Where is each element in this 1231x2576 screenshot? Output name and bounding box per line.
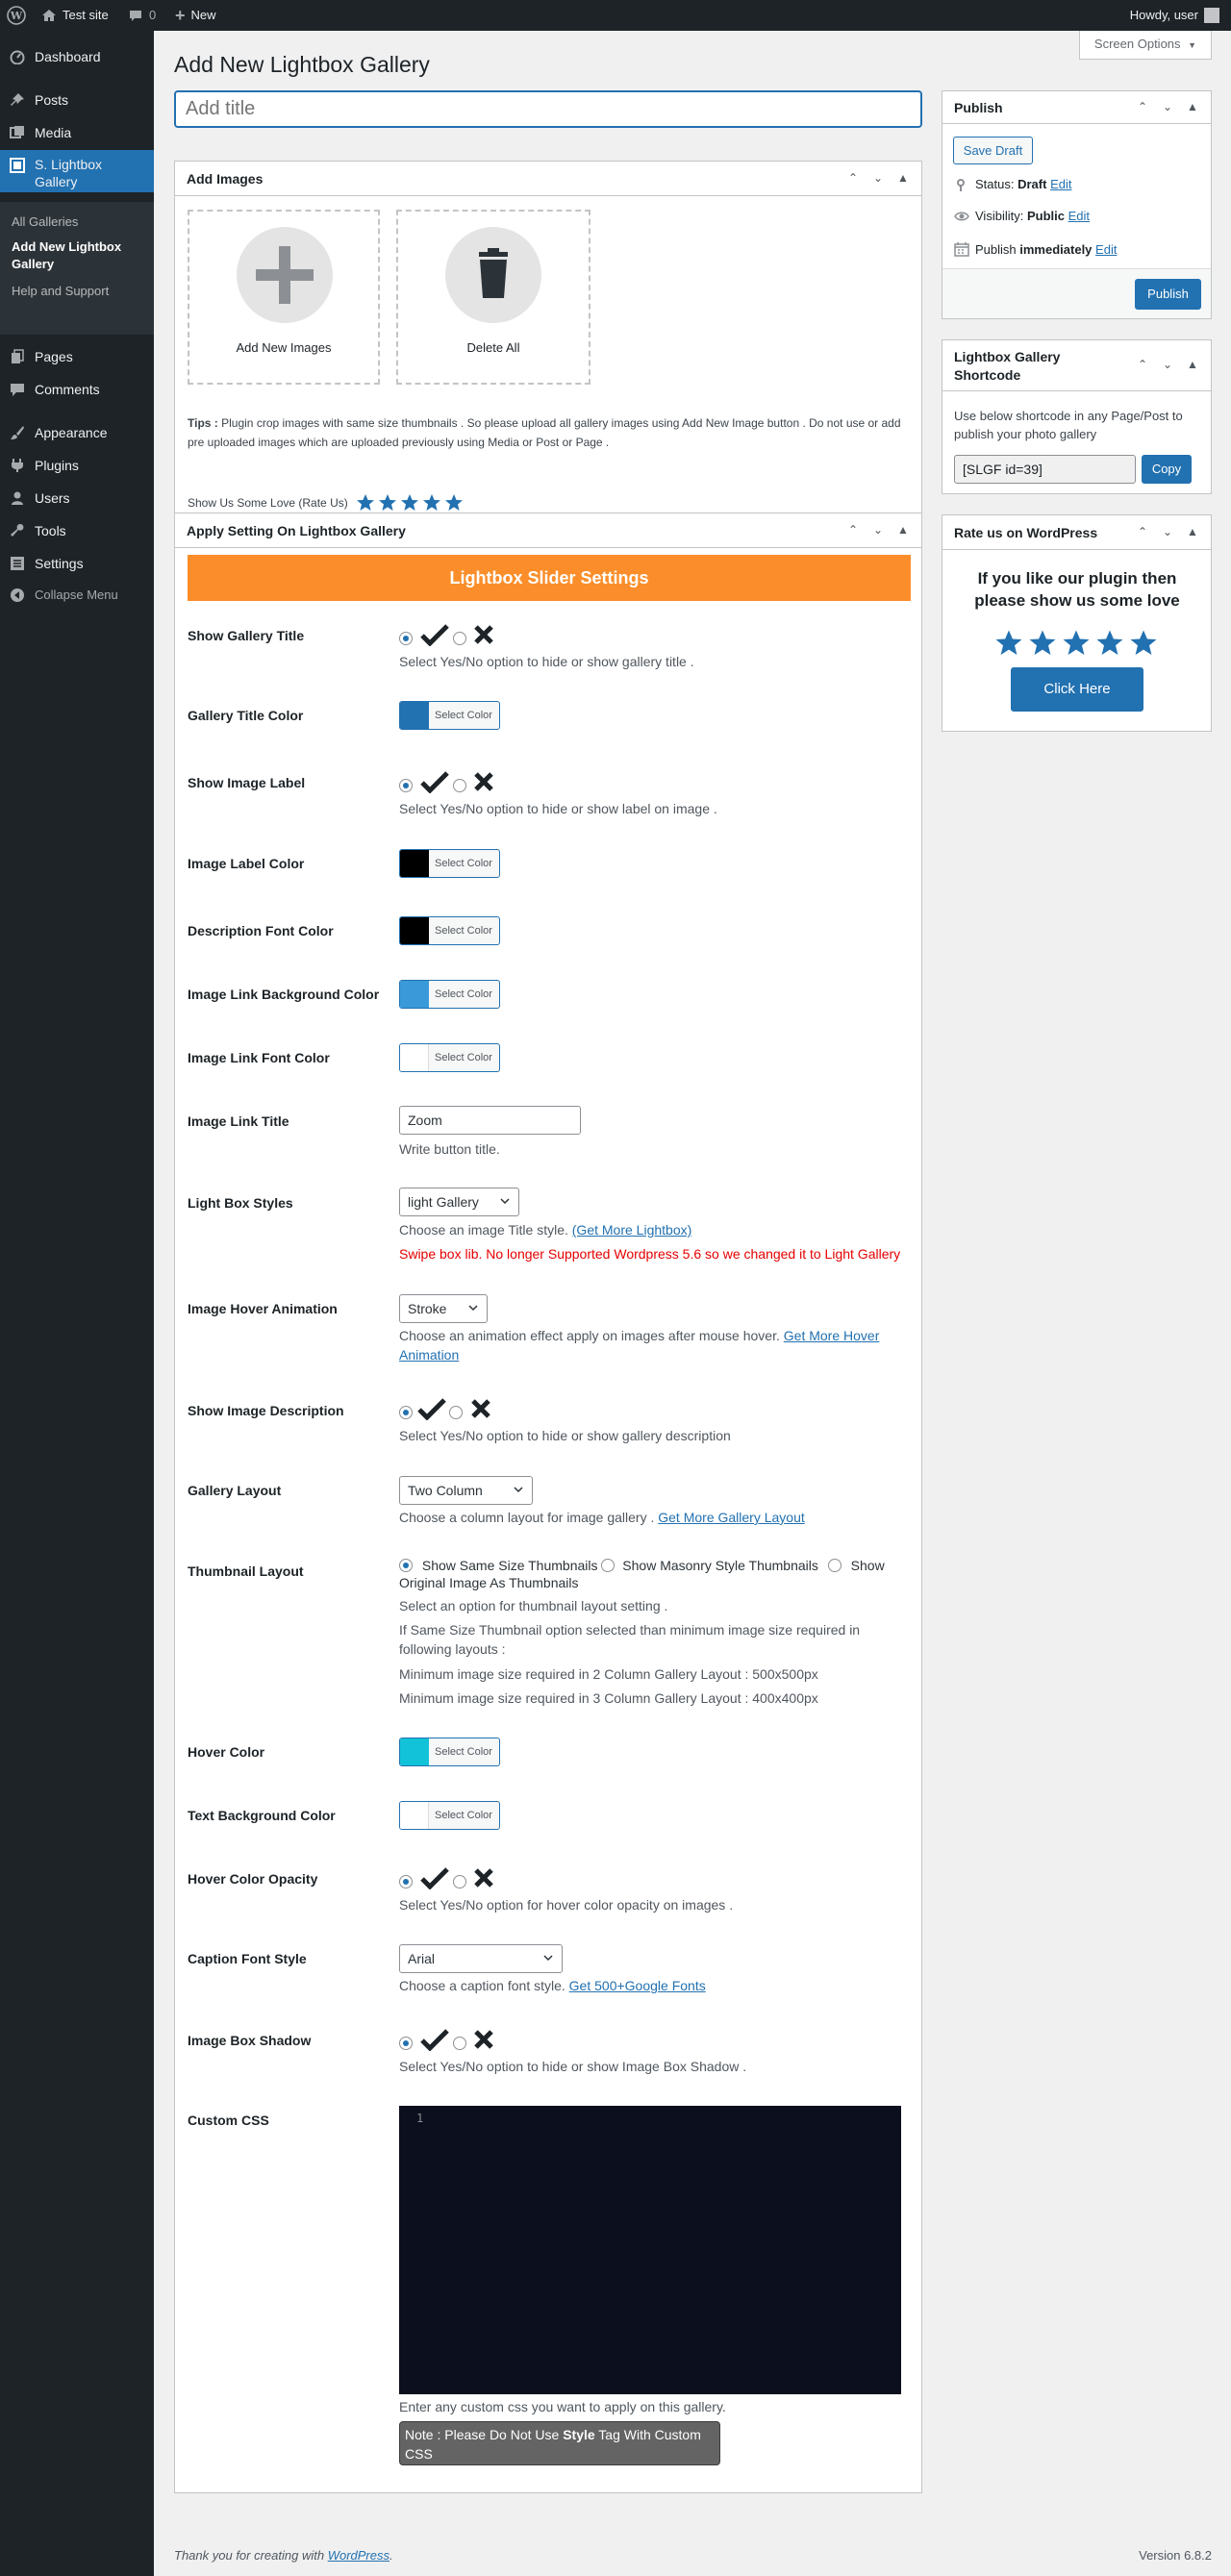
delete-all-label: Delete All — [466, 340, 520, 355]
move-up-icon[interactable]: ⌃ — [1137, 525, 1148, 538]
text-bg-color-picker[interactable] — [399, 1801, 500, 1830]
comments-link[interactable] — [128, 0, 156, 31]
show-title-no-radio[interactable] — [453, 632, 466, 645]
toggle-icon[interactable]: ▲ — [897, 171, 909, 185]
box-title: Add Images — [187, 171, 264, 187]
star-icon — [422, 493, 441, 513]
thumb-layout-options — [399, 1557, 899, 1591]
footer-version: Version 6.8.2 — [1139, 2548, 1212, 2563]
caption-font-label: Caption Font Style — [188, 1951, 307, 1966]
edit-visibility-link[interactable]: Edit — [1068, 209, 1091, 223]
visibility-row — [954, 209, 1090, 223]
menu-label: Pages — [35, 349, 73, 364]
title-color-label: Gallery Title Color — [188, 708, 304, 723]
menu-label: Collapse Menu — [35, 588, 118, 602]
hover-opacity-label: Hover Color Opacity — [188, 1871, 318, 1887]
desc-font-color-picker[interactable] — [399, 916, 500, 945]
screen-options-label: Screen Options — [1093, 37, 1181, 51]
plus-icon — [237, 227, 333, 323]
star-icon — [378, 493, 397, 513]
move-down-icon[interactable]: ⌄ — [872, 523, 884, 537]
hover-anim-label: Image Hover Animation — [188, 1301, 338, 1316]
pages-icon — [10, 349, 25, 364]
wrench-icon — [10, 523, 25, 538]
link-title-label: Image Link Title — [188, 1113, 289, 1129]
move-up-icon[interactable]: ⌃ — [1137, 100, 1148, 113]
box-header — [942, 515, 1211, 550]
menu-comments[interactable] — [0, 373, 154, 406]
tips-body: Plugin crop images with same size thumbnails . So please upload all gallery images using Add New Image button . Do not use or add pre uploaded images which are uploaded previously using Media or Post or Page . — [188, 416, 901, 449]
publish-button[interactable]: Publish — [1135, 279, 1201, 310]
check-icon — [420, 2028, 449, 2051]
select-value: light Gallery — [408, 1194, 479, 1210]
hover-anim-desc — [399, 1326, 918, 1364]
thumb-desc-3: Minimum image size required in 2 Column Gallery Layout : 500x500px — [399, 1666, 818, 1682]
screen-options-button[interactable] — [1079, 31, 1212, 60]
calendar-icon — [954, 241, 969, 257]
show-title-yes-radio[interactable] — [399, 632, 413, 645]
lightbox-submenu — [0, 202, 154, 335]
show-label-yes-radio[interactable] — [399, 779, 413, 792]
box-controls — [1130, 100, 1205, 113]
visibility-value: Public — [1026, 209, 1065, 223]
star-icon — [1062, 629, 1091, 658]
note-text: Tag With Custom CSS — [405, 2427, 701, 2462]
home-icon — [41, 8, 57, 23]
box-controls — [1130, 358, 1205, 371]
edit-status-link[interactable]: Edit — [1050, 177, 1072, 191]
menu-label: Media — [35, 125, 72, 140]
get-google-fonts-link[interactable]: Get 500+Google Fonts — [568, 1978, 706, 1993]
submenu-help[interactable]: Help and Support — [12, 284, 110, 298]
show-desc-no-radio[interactable] — [449, 1406, 463, 1419]
box-controls — [1130, 525, 1205, 538]
footer-thanks — [174, 2548, 393, 2563]
menu-collapse[interactable] — [0, 579, 154, 612]
publish-time-row — [954, 241, 1117, 257]
hover-opacity-desc: Select Yes/No option for hover color opacity on images . — [399, 1897, 734, 1913]
new-content-link[interactable] — [175, 0, 216, 31]
menu-label: Posts — [35, 92, 69, 108]
toggle-icon[interactable]: ▲ — [1187, 358, 1198, 371]
user-icon — [10, 490, 25, 506]
rate-us-row — [188, 493, 464, 513]
x-icon — [473, 1867, 494, 1888]
settings-banner: Lightbox Slider Settings — [188, 555, 911, 601]
get-more-layout-link[interactable]: Get More Gallery Layout — [658, 1510, 805, 1525]
chevron-down-icon — [467, 1302, 479, 1313]
thumb-same-size-radio[interactable] — [399, 1559, 413, 1572]
menu-label: Dashboard — [35, 49, 101, 64]
howdy-text: Howdy, user — [1129, 8, 1198, 22]
thumb-original-radio[interactable] — [828, 1559, 842, 1572]
menu-settings[interactable] — [0, 547, 154, 580]
tips-label: Tips : — [188, 416, 218, 430]
select-value: Stroke — [408, 1301, 447, 1316]
desc-font-color-label: Description Font Color — [188, 923, 334, 938]
show-title-desc: Select Yes/No option to hide or show gallery title . — [399, 654, 694, 669]
save-draft-button[interactable]: Save Draft — [953, 137, 1033, 164]
shortcode-desc: Use below shortcode in any Page/Post to publish your photo gallery — [954, 409, 1183, 441]
plus-icon: + — [175, 6, 186, 25]
get-more-lightbox-link[interactable]: (Get More Lightbox) — [571, 1222, 692, 1238]
publish-box — [942, 90, 1212, 319]
box-title: Lightbox Gallery Shortcode — [954, 349, 1061, 383]
footer-text: Thank you for creating with — [174, 2548, 325, 2563]
label-color-label: Image Label Color — [188, 856, 305, 871]
menu-plugins[interactable] — [0, 449, 154, 482]
star-icon — [1028, 629, 1057, 658]
chevron-down-icon — [513, 1484, 524, 1495]
admin-menu — [0, 31, 154, 2576]
status-row — [954, 177, 1071, 191]
comment-icon — [10, 382, 25, 397]
x-icon — [473, 771, 494, 792]
delete-all-button[interactable] — [396, 210, 590, 385]
move-up-icon[interactable]: ⌃ — [847, 171, 859, 185]
dashboard-icon — [10, 49, 25, 64]
link-title-input[interactable]: Zoom — [399, 1106, 581, 1135]
show-title-label: Show Gallery Title — [188, 628, 305, 643]
menu-label: Appearance — [35, 425, 108, 440]
admin-bar — [0, 0, 1231, 31]
link-font-color-picker[interactable] — [399, 1043, 500, 1072]
collapse-icon — [10, 588, 25, 603]
show-desc-label: Show Image Description — [188, 1403, 344, 1418]
rate-stars[interactable] — [994, 629, 1158, 658]
hover-anim-select[interactable] — [399, 1294, 488, 1323]
publish-actions — [942, 268, 1211, 318]
move-down-icon[interactable]: ⌄ — [1162, 358, 1173, 371]
note-bold: Style — [563, 2427, 595, 2442]
thumb-desc-1: Select an option for thumbnail layout setting . — [399, 1598, 668, 1613]
show-label-desc: Select Yes/No option to hide or show label on image . — [399, 801, 717, 816]
thumb-opt-masonry: Show Masonry Style Thumbnails — [622, 1558, 818, 1573]
move-up-icon[interactable]: ⌃ — [1137, 358, 1148, 371]
caret-down-icon: ▼ — [1188, 40, 1197, 50]
lightbox-warning: Swipe box lib. No longer Supported Wordpress 5.6 so we changed it to Light Gallery — [399, 1246, 901, 1262]
wordpress-link[interactable]: WordPress — [327, 2548, 389, 2563]
submenu-add-new[interactable]: Add New Lightbox Gallery — [12, 239, 122, 271]
x-icon — [470, 1398, 491, 1419]
eye-icon — [954, 210, 969, 223]
shortcode-input[interactable]: [SLGF id=39] — [954, 455, 1136, 484]
menu-label: Settings — [35, 556, 84, 571]
gallery-icon — [10, 158, 25, 173]
gallery-layout-select[interactable] — [399, 1476, 533, 1505]
comments-count: 0 — [149, 8, 157, 22]
x-icon — [473, 2029, 494, 2050]
add-images-box — [174, 161, 922, 522]
plugin-icon — [10, 458, 25, 473]
status-value: Draft — [1017, 177, 1047, 191]
chevron-down-icon — [542, 1952, 554, 1963]
title-input[interactable] — [174, 90, 922, 128]
box-controls — [841, 523, 916, 537]
menu-pages[interactable] — [0, 340, 154, 373]
hover-color-picker[interactable] — [399, 1738, 500, 1766]
custom-css-desc: Enter any custom css you want to apply on this gallery. — [399, 2399, 726, 2414]
rating-stars[interactable] — [356, 493, 464, 513]
tips-text — [188, 413, 907, 452]
add-new-images-label: Add New Images — [236, 340, 332, 355]
select-color-text: Select Color — [435, 925, 492, 937]
move-down-icon[interactable]: ⌄ — [872, 171, 884, 185]
publish-label: Publish — [975, 241, 1017, 257]
label-color-picker[interactable] — [399, 849, 500, 878]
box-title: Rate us on WordPress — [954, 525, 1098, 540]
caption-font-desc — [399, 1976, 706, 1995]
desc-text: Choose an animation effect apply on images after mouse hover. — [399, 1328, 780, 1343]
site-name: Test site — [63, 8, 109, 22]
desc-text: Choose an image Title style. — [399, 1222, 568, 1238]
box-header — [942, 91, 1211, 124]
paintbrush-icon — [10, 425, 25, 440]
move-down-icon[interactable]: ⌄ — [1162, 525, 1173, 538]
link-bg-label: Image Link Background Color — [188, 987, 380, 1002]
box-shadow-yes-radio[interactable] — [399, 2037, 413, 2050]
box-header — [175, 162, 921, 196]
caption-font-select[interactable] — [399, 1944, 563, 1973]
show-desc-yes-radio[interactable] — [399, 1406, 413, 1419]
add-new-images-button[interactable] — [188, 210, 380, 385]
box-title: Apply Setting On Lightbox Gallery — [187, 523, 406, 538]
avatar — [1204, 8, 1219, 23]
thumb-desc-2: If Same Size Thumbnail option selected than minimum image size required in following layouts : — [399, 1622, 861, 1657]
menu-label: Tools — [35, 523, 66, 538]
star-icon — [994, 629, 1023, 658]
menu-tools[interactable] — [0, 514, 154, 547]
box-shadow-no-radio[interactable] — [453, 2037, 466, 2050]
move-down-icon[interactable]: ⌄ — [1162, 100, 1173, 113]
love-text: Show Us Some Love (Rate Us) — [188, 496, 348, 510]
menu-label: Users — [35, 490, 70, 506]
lightbox-styles-desc — [399, 1220, 691, 1239]
settings-icon — [10, 556, 25, 571]
menu-label: Comments — [35, 382, 100, 397]
thumb-masonry-radio[interactable] — [601, 1559, 615, 1572]
menu-label: S. Lightbox Gallery — [35, 157, 103, 189]
select-color-text: Select Color — [435, 1746, 492, 1758]
select-value: Two Column — [408, 1483, 483, 1498]
my-account[interactable] — [1130, 0, 1219, 31]
submenu-all-galleries[interactable]: All Galleries — [12, 214, 79, 229]
rate-box — [942, 514, 1212, 732]
select-color-text: Select Color — [435, 988, 492, 1000]
star-icon — [356, 493, 375, 513]
hover-opacity-yes-radio[interactable] — [399, 1875, 413, 1888]
desc-text: Choose a caption font style. — [399, 1978, 565, 1993]
menu-lightbox-gallery[interactable] — [0, 150, 154, 192]
star-icon — [400, 493, 419, 513]
box-controls — [841, 171, 916, 185]
line-number: 1 — [416, 2112, 424, 2125]
copy-shortcode-button[interactable]: Copy — [1142, 455, 1192, 484]
link-title-desc: Write button title. — [399, 1141, 500, 1157]
menu-media[interactable] — [0, 116, 154, 149]
page-title: Add New Lightbox Gallery — [174, 52, 430, 77]
custom-css-label: Custom CSS — [188, 2113, 269, 2128]
lightbox-styles-label: Light Box Styles — [188, 1195, 293, 1211]
star-icon — [1095, 629, 1124, 658]
text-bg-label: Text Background Color — [188, 1808, 336, 1823]
comment-icon — [128, 8, 143, 23]
hover-color-label: Hover Color — [188, 1744, 265, 1760]
box-title: Publish — [954, 100, 1003, 115]
show-label-label: Show Image Label — [188, 775, 306, 790]
thumb-layout-label: Thumbnail Layout — [188, 1563, 304, 1579]
rate-click-here-button[interactable]: Click Here — [1011, 667, 1143, 712]
star-icon — [444, 493, 464, 513]
publish-when: immediately — [1019, 241, 1093, 257]
select-value: Arial — [408, 1951, 436, 1966]
gallery-layout-label: Gallery Layout — [188, 1483, 282, 1498]
note-text: Note : Please Do Not Use — [405, 2427, 564, 2442]
svg-text:W: W — [10, 10, 23, 22]
link-font-label: Image Link Font Color — [188, 1050, 330, 1065]
rate-text: If you like our plugin then please show us some love — [974, 569, 1180, 610]
link-bg-color-picker[interactable] — [399, 980, 500, 1009]
show-label-no-radio[interactable] — [453, 779, 466, 792]
thumb-desc-4: Minimum image size required in 3 Column Gallery Layout : 400x400px — [399, 1690, 818, 1706]
edit-publish-link[interactable]: Edit — [1095, 241, 1118, 257]
desc-text: Choose a column layout for image gallery . — [399, 1510, 655, 1525]
select-color-text: Select Color — [435, 858, 492, 869]
footer-dot: . — [389, 2548, 393, 2563]
menu-posts[interactable] — [0, 84, 154, 116]
box-shadow-label: Image Box Shadow — [188, 2033, 312, 2048]
select-color-text: Select Color — [435, 1052, 492, 1063]
menu-appearance[interactable] — [0, 416, 154, 449]
toggle-icon[interactable]: ▲ — [1187, 100, 1198, 113]
check-icon — [420, 1866, 449, 1889]
lightbox-style-select[interactable] — [399, 1188, 519, 1216]
menu-users[interactable] — [0, 482, 154, 514]
toggle-icon[interactable]: ▲ — [897, 523, 909, 537]
status-label: Status: — [975, 177, 1015, 191]
media-icon — [10, 125, 25, 140]
move-up-icon[interactable]: ⌃ — [847, 523, 859, 537]
visibility-label: Visibility: — [975, 209, 1024, 223]
chevron-down-icon — [499, 1195, 511, 1207]
trash-icon — [445, 227, 541, 323]
check-icon — [420, 770, 449, 793]
toggle-icon[interactable]: ▲ — [1187, 525, 1198, 538]
custom-css-editor[interactable] — [399, 2106, 901, 2394]
shortcode-box — [942, 339, 1212, 494]
site-name-link[interactable] — [41, 0, 109, 31]
pushpin-icon — [10, 92, 25, 108]
star-icon — [1129, 629, 1158, 658]
gallery-layout-desc — [399, 1508, 805, 1527]
new-label: New — [190, 8, 216, 22]
box-header — [175, 513, 921, 548]
x-icon — [473, 624, 494, 645]
hover-opacity-no-radio[interactable] — [453, 1875, 466, 1888]
thumb-opt-same: Show Same Size Thumbnails — [421, 1558, 598, 1573]
check-icon — [420, 623, 449, 646]
box-shadow-desc: Select Yes/No option to hide or show Image Box Shadow . — [399, 2059, 747, 2074]
menu-label: Plugins — [35, 458, 79, 473]
thumb-opt-original: Show Original Image As Thumbnails — [399, 1558, 885, 1590]
check-icon — [417, 1397, 446, 1420]
select-color-text: Select Color — [435, 1810, 492, 1821]
pin-icon — [954, 178, 967, 191]
wordpress-logo-icon[interactable] — [7, 0, 26, 31]
get-more-hover-link[interactable]: Get More Hover Animation — [399, 1328, 880, 1363]
menu-dashboard[interactable] — [0, 40, 154, 73]
title-color-picker[interactable] — [399, 701, 500, 730]
show-desc-desc: Select Yes/No option to hide or show gallery description — [399, 1428, 731, 1443]
select-color-text: Select Color — [435, 710, 492, 721]
custom-css-note — [399, 2421, 720, 2465]
box-header — [942, 340, 1211, 391]
